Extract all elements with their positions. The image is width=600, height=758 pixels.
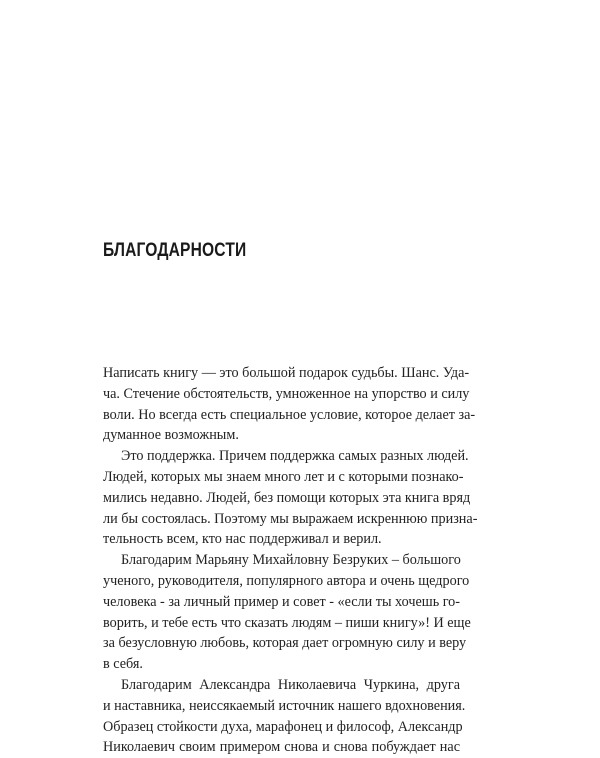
body-text [103,363,478,758]
text-line: Написать книгу — это большой подарок судьбы. Шанс. Уда- [103,365,470,381]
text-line: Благодарим Марьяну Михайловну Безруких – большого [121,552,461,569]
text-line: ча. Стечение обстоятельств, умноженное на упорство и силу [103,385,470,402]
text-line: мились недавно. Людей, без помощи которых эта книга вряд [103,489,471,506]
text-line: ли бы состоялась. Поэтому мы выражаем искреннюю призна- [103,510,478,527]
text-line: за безусловную любовь, которая дает огромную силу и веру [103,635,467,652]
text-line: воли. Но всегда есть специальное условие, которое делает за- [103,406,476,423]
chapter-heading: БЛАГОДАРНОСТИ [103,240,247,261]
text-line: человека - за личный пример и совет - «если ты хочешь го- [103,593,460,610]
text-line: ученого, руководителя, популярного автора и очень щедрого [103,572,470,589]
text-line: в себя. [103,656,143,673]
text-line: тельность всем, кто нас поддерживал и верил. [103,531,382,548]
text-line: и наставника, неиссякаемый источник нашего вдохновения. [103,697,466,714]
text-line: Благодарим Александра Николаевича Чуркина, друга [121,676,460,693]
text-line: Образец стойкости духа, марафонец и философ, Александр [103,718,463,735]
text-line: Николаевич своим примером снова и снова побуждает нас [103,739,460,756]
text-line: думанное возможным. [103,427,239,444]
text-line: ворить, и тебе есть что сказать людям – пиши книгу»! И еще [103,614,471,631]
text-line: Людей, которых мы знаем много лет и с которыми познако- [103,468,464,485]
text-line: Это поддержка. Причем поддержка самых разных людей. [121,448,469,465]
